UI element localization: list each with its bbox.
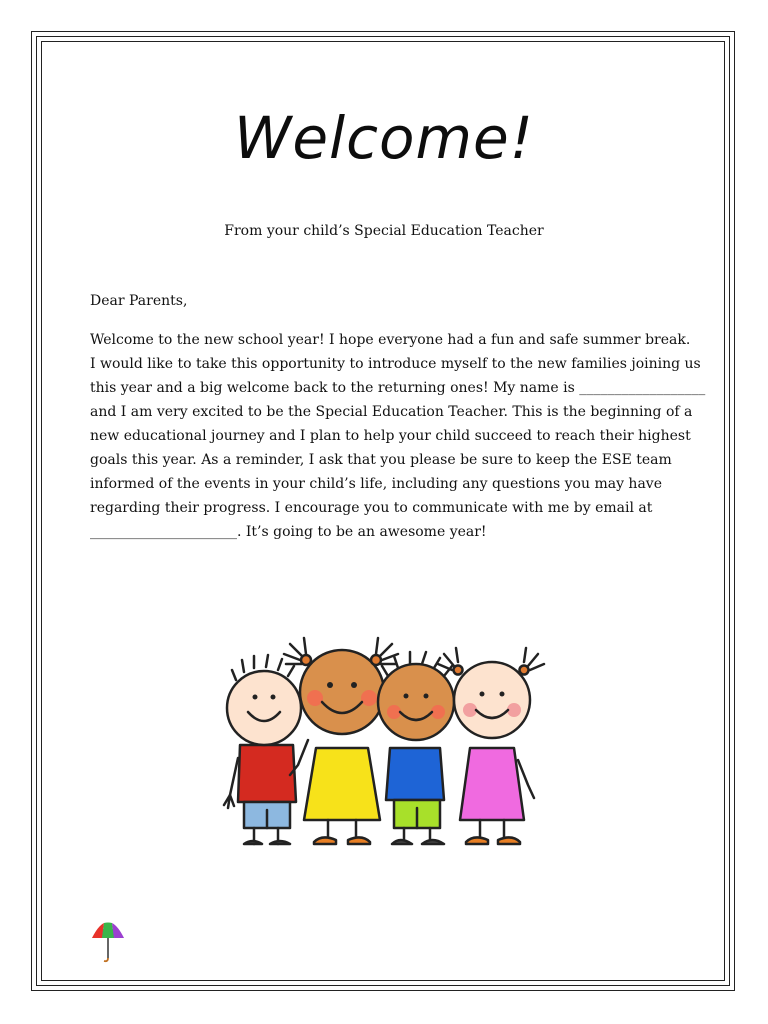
kid-pink-dress bbox=[438, 648, 544, 844]
letter-line: informed of the events in your child’s life, including any questions you may have bbox=[90, 476, 662, 492]
subtitle: From your child’s Special Education Teacher bbox=[224, 223, 544, 239]
letter-line: and I am very excited to be the Special Education Teacher. This is the beginning of a bbox=[90, 404, 693, 420]
letter-line: goals this year. As a reminder, I ask that you please be sure to keep the ESE team bbox=[90, 452, 672, 468]
letter-line: I would like to take this opportunity to introduce myself to the new families joining us bbox=[90, 356, 701, 372]
letter-line: Welcome to the new school year! I hope everyone had a fun and safe summer break. bbox=[90, 332, 691, 348]
salutation: Dear Parents, bbox=[90, 293, 188, 309]
letter-line: this year and a big welcome back to the returning ones! My name is __________________ bbox=[90, 380, 706, 396]
four-kids-illustration-icon bbox=[218, 630, 548, 860]
kid-blue-shirt bbox=[378, 652, 454, 844]
letter-line: _____________________. It’s going to be an awesome year! bbox=[90, 524, 487, 540]
kid-yellow-dress bbox=[284, 638, 398, 844]
letter-line: regarding their progress. I encourage you to communicate with me by email at bbox=[90, 500, 653, 516]
letter-body bbox=[90, 328, 706, 544]
kid-red-shirt bbox=[224, 655, 301, 844]
umbrella-icon bbox=[90, 920, 126, 964]
letter-line: new educational journey and I plan to help your child succeed to reach their highest bbox=[90, 428, 691, 444]
page-title: Welcome! bbox=[234, 104, 534, 172]
